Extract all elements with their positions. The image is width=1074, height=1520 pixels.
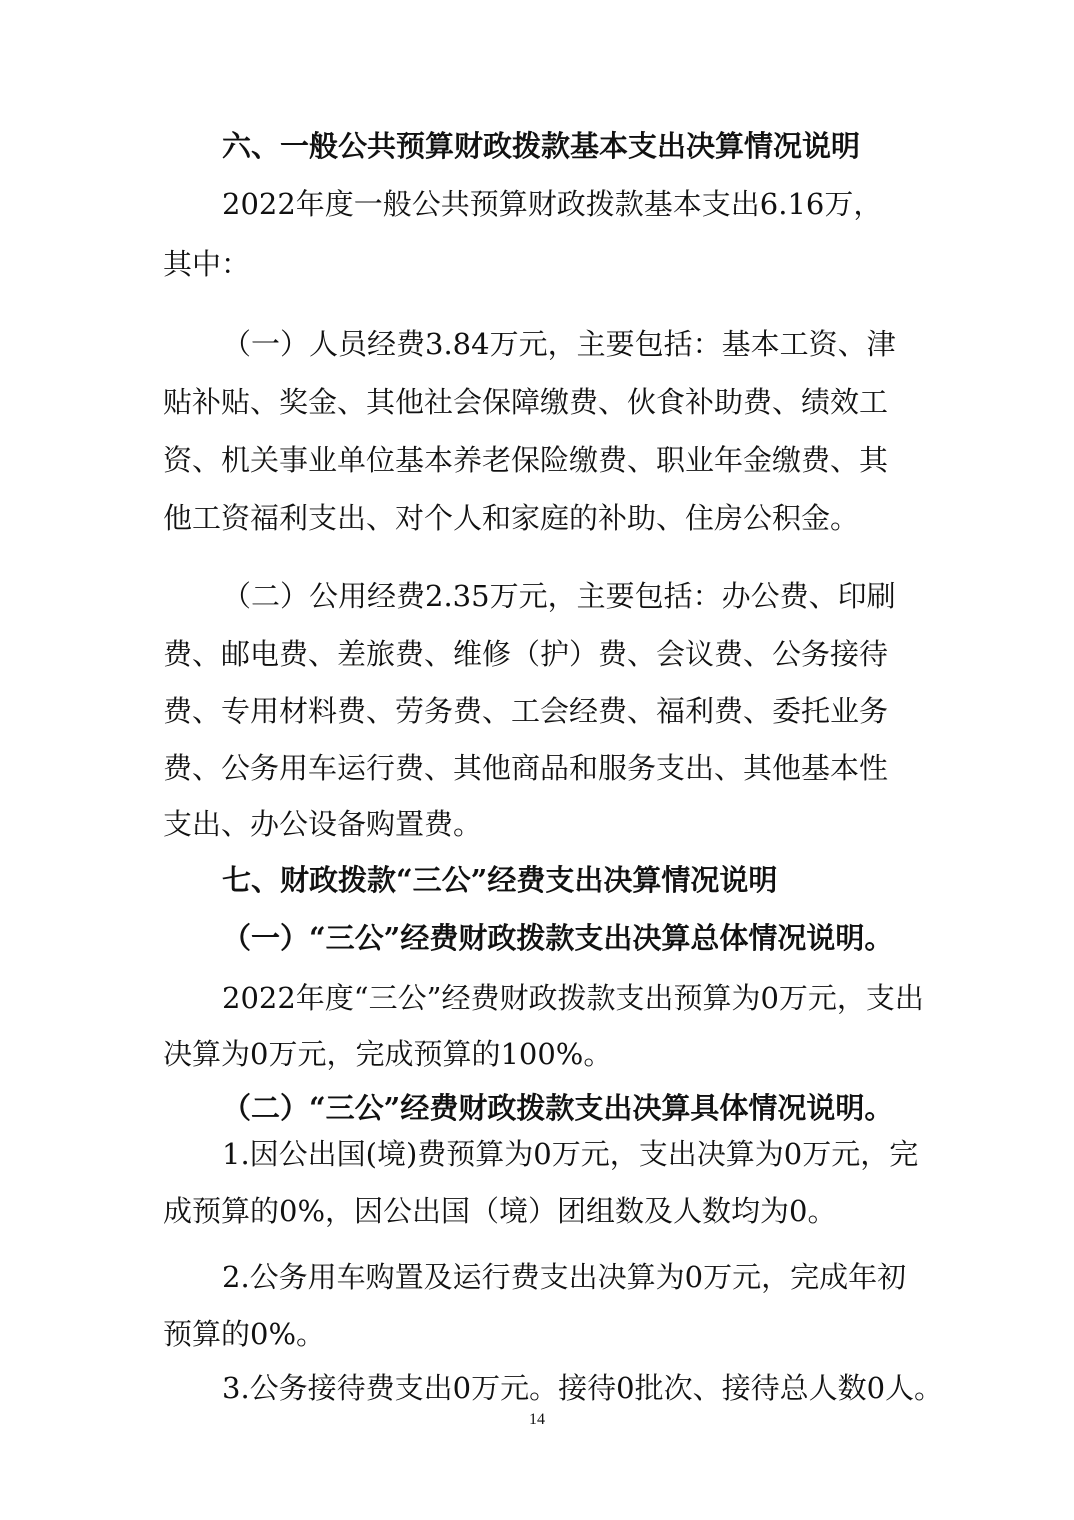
personnel-line3: 资、机关事业单位基本养老保险缴费、职业年金缴费、其 (163, 443, 889, 477)
sub2-item1-line2: 成预算的0%，因公出国（境）团组数及人数均为0。 (163, 1194, 837, 1228)
personnel-line4: 他工资福利支出、对个人和家庭的补助、住房公积金。 (163, 501, 860, 535)
sub1-line2: 决算为0万元，完成预算的100%。 (163, 1037, 613, 1071)
public-line1: （二）公用经费2.35万元，主要包括：办公费、印刷 (222, 579, 896, 613)
public-line2: 费、邮电费、差旅费、维修（护）费、会议费、公务接待 (163, 637, 889, 671)
sub1-heading: （一）“三公”经费财政拨款支出决算总体情况说明。 (222, 921, 894, 955)
sub2-item2-line2: 预算的0%。 (163, 1317, 326, 1351)
sub2-item2-line1: 2.公务用车购置及运行费支出决算为0万元，完成年初 (222, 1260, 907, 1294)
section6-heading: 六、一般公共预算财政拨款基本支出决算情况说明 (222, 129, 861, 163)
public-line3: 费、专用材料费、劳务费、工会经费、福利费、委托业务 (163, 694, 889, 728)
public-line5: 支出、办公设备购置费。 (163, 807, 483, 841)
personnel-line2: 贴补贴、奖金、其他社会保障缴费、伙食补助费、绩效工 (163, 385, 889, 419)
sub1-line1: 2022年度“三公”经费财政拨款支出预算为0万元，支出 (222, 981, 924, 1015)
section6-intro-line2: 其中： (163, 247, 251, 281)
sub2-item1-line1: 1.因公出国(境)费预算为0万元，支出决算为0万元，完 (222, 1137, 919, 1171)
personnel-line1: （一）人员经费3.84万元，主要包括：基本工资、津 (222, 327, 896, 361)
sub2-item3-line1: 3.公务接待费支出0万元。接待0批次、接待总人数0人。 (222, 1371, 944, 1405)
public-line4: 费、公务用车运行费、其他商品和服务支出、其他基本性 (163, 751, 889, 785)
section7-heading: 七、财政拨款“三公”经费支出决算情况说明 (222, 863, 778, 897)
section6-intro-line1: 2022年度一般公共预算财政拨款基本支出6.16万， (222, 187, 883, 221)
page-number: 14 (529, 1411, 545, 1428)
sub2-heading: （二）“三公”经费财政拨款支出决算具体情况说明。 (222, 1091, 894, 1125)
